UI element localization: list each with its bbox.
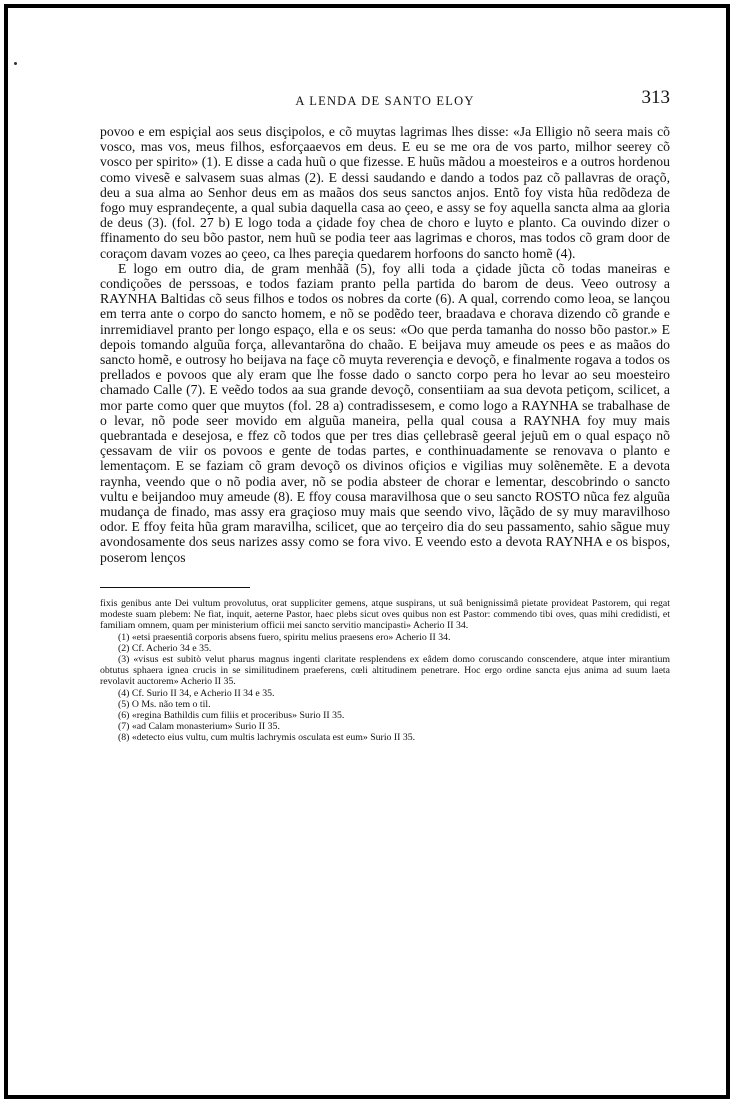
main-text xyxy=(100,124,670,565)
page-header xyxy=(100,84,670,124)
paragraph-2: E logo em outro dia, de gram menhãã (5), foy alli toda a çidade jũcta cõ todas maneiras e condiçoões de perssoas, e todos faziam pranto pella partida do barom de deus. Veeo outrosy a RAYNHA Baltidas cõ seus filhos e todos os nobres da corte (6). A qual, correndo como leoa, se lançou em terra ante o corpo do sancto homem, e nõ se podẽdo teer, braadava e chorava dizendo cõ grande e inrremidiavel pranto per longo espaço, ella e os seus: «Oo que perda tamanha do nosso bõo pastor.» E depois tomando alguũa força, allevantarõna do chaão. E beijava muy ameude os pees e as maãos do sancto homẽ, e outrosy ho beijava na façe cõ muyta reverençia e devoçõ, e finalmente rogava a todos os prellados e povoos que aly eram que lhe fosse dado o sancto corpo pera ho levar ao seu moesteiro chamado Calle (7). E veẽdo todos aa sua grande devoçõ, consentiiam aa sua devota petiçom, scilicet, a mor parte como quer que muytos (fol. 28 a) contradissesem, e como logo a RAYNHA se trabalhase de o levar, nõ pode seer movido em alguũa maneira, pella qual cousa a RAYNHA foy muy mais quebrantada e desejosa, e ffez cõ todos que per tres dias çellebrasẽ geeral jejuũ em o qual espaço nõ çessavam de viir os povoos e gente de todas partes, e conthinuadamente se renovava o planto e lementaçom. E se faziam cõ gram devoçõ os divinos ofiçios e vigilias muy solẽnemẽte. E a devota raynha, veendo que o nõ podia aver, nõ se podia absteer de chorar e lementar, descobrindo o sancto vultu e beijandoo muy ameude (8). E ffoy cousa maravilhosa que o seu sancto ROSTO nũca fez alguũa mudança de finado, mas assy era graçioso muy mais que seendo vivo, lãçãdo de sy muy maravilhoso odor. E ffoy feita hũa gram maravilha, scilicet, que ao terçeiro dia do seu passamento, sahio sãgue muy avondosamente dos seus narizes assy como se fora vivo. E veendo esto a devota RAYNHA e os bispos, poserom lenços xyxy=(100,260,670,565)
footnotes xyxy=(100,598,670,744)
footnote-4: (4) Cf. Surio II 34, e Acherio II 34 e 35. xyxy=(118,687,275,699)
footnote-separator xyxy=(100,587,250,588)
footnote-8: (8) «detecto eius vultu, cum multis lachrymis osculata est eum» Surio II 35. xyxy=(118,732,416,744)
footnote-7: (7) «ad Calam monasterium» Surio II 35. xyxy=(118,721,280,733)
paragraph-1: povoo e em espiçial aos seus disçipolos, e cõ muytas lagrimas lhes disse: «Ja Elligio nõ seera mais cõ vosco, mas vos, meus filhos, esforçaaevos em deus. E eu se me ora de vos parto, milhor seerey cõ vosco per spirito» (1). E disse a cada huũ o que fizesse. E huũs mãdou a moesteiros e a outros hordenou como vivesẽ e salvasem suas almas (2). E dessi saudando e dando a todos paz cõ pallavras de oraçõ, deu a sua alma ao Senhor deus em as maãos dos seus sanctos anjos. Entõ foy vista hũa redõdeza de fogo muy esprandeçente, a qual subia daquella casa ao çeeo, e assy se foy aquella sancta alma aa gloria de deus (3). (fol. 27 b) E logo toda a çidade foy chea de choro e luyto e planto. Ca ouvindo dizer o ffinamento do seu bõo pastor, nem huũ se podia teer aas lagrimas e choros, mas todos cõ gram door de coraçom davam vozes ao çeeo, ca lhes pareçia quedarem horfoons do sancto homẽ (4). xyxy=(100,124,670,261)
speck xyxy=(14,62,17,65)
footnote-3: (3) «visus est subitò velut pharus magnus ingenti claritate resplendens ex eâdem domo coruscando conscendere, atque inter mirantium obtutus sphaera ignea crucis in se similitudinem praeferens, cœli altitudinem penetrare. Hoc ergo ordine sancta ejus anima ad suum laeta revolavit auctorem» Acherio II 35. xyxy=(100,653,670,688)
footnote-5: (5) O Ms. não tem o til. xyxy=(118,698,211,710)
footnote-2: (2) Cf. Acherio 34 e 35. xyxy=(118,642,212,654)
book-page xyxy=(100,84,670,744)
footnote-1: (1) «etsi praesentiâ corporis absens fuero, spiritu melius praesens ero» Acherio II 34. xyxy=(118,631,451,643)
footnote-continuation: fixis genibus ante Dei vultum provolutus, orat suppliciter gemens, atque suspirans, ut suâ benignissimâ pietate provideat Pastorem, qui regat modeste suam plebem: Ne fiat, inquit, aeterne Pastor, haec plebs sicut oves quibus non est Pastor: commendo tibi oves, quas mihi credidisti, et familiam omnem, quam per ministerium officii mei sancto servitio mancipasti» Acherio II 34. xyxy=(100,597,670,632)
running-title: A LENDA DE SANTO ELOY xyxy=(295,94,475,108)
footnote-6: (6) «regina Bathildis cum filiis et proceribus» Surio II 35. xyxy=(118,709,345,721)
page-number: 313 xyxy=(641,87,670,108)
